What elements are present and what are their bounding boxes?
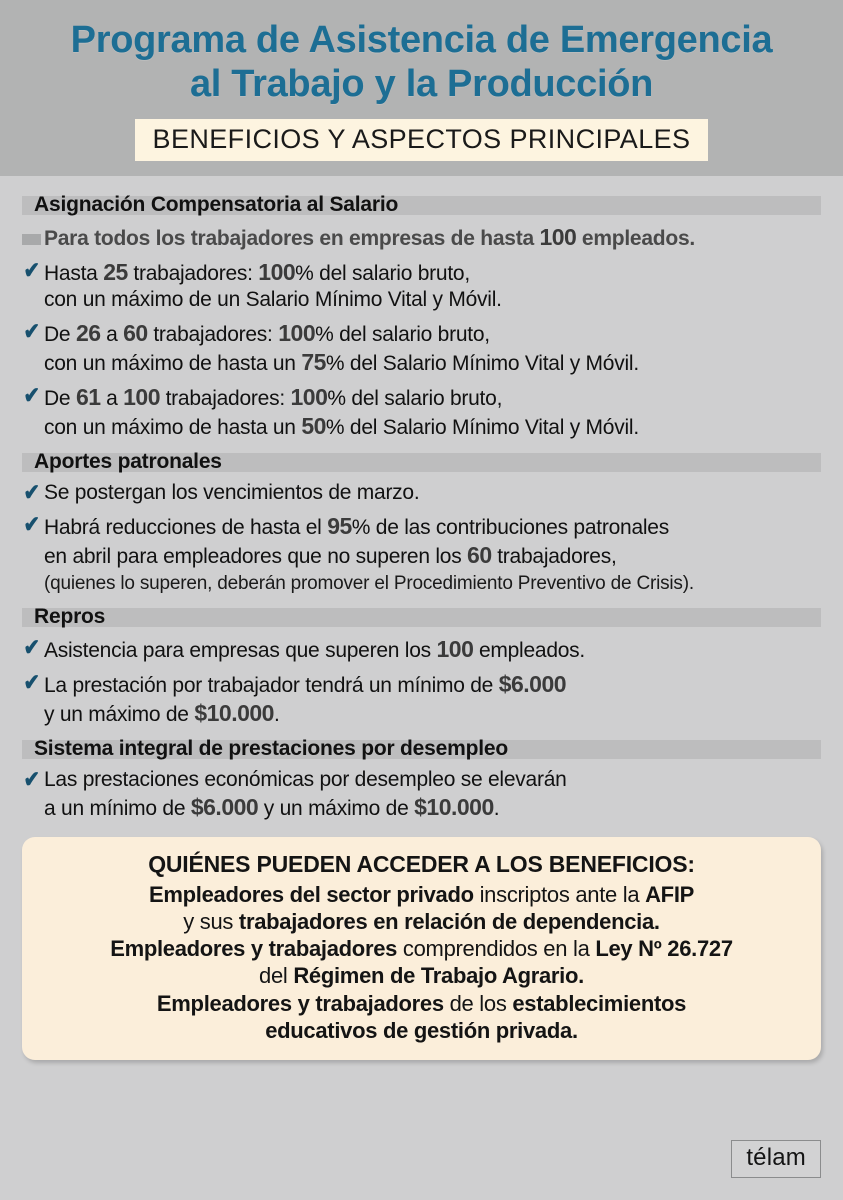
body-text: Se postergan los vencimientos de marzo. bbox=[44, 481, 420, 505]
eligibility-line bbox=[42, 1017, 801, 1044]
body-text: de los bbox=[443, 990, 513, 1016]
emphasis-text: 100 bbox=[123, 384, 161, 411]
checkmark-glyph: ✔ bbox=[23, 511, 40, 538]
text-line bbox=[44, 570, 821, 596]
body-text: comprendidos en la bbox=[397, 936, 596, 962]
emphasis-text: Empleadores del sector privado bbox=[148, 881, 474, 907]
emphasis-text: Empleadores y trabajadores bbox=[110, 936, 398, 962]
body-text: Las prestaciones económicas por desempleo se elevarán bbox=[44, 768, 567, 792]
checkmark-glyph: ✔ bbox=[23, 479, 40, 506]
body-text: trabajadores: bbox=[160, 387, 291, 411]
emphasis-text: trabajadores en relación de dependencia. bbox=[238, 908, 660, 934]
text-line bbox=[44, 512, 821, 541]
list-item-text bbox=[44, 383, 821, 441]
body-text: (quienes lo superen, deberán promover el Procedimiento Preventivo de Crisis). bbox=[44, 573, 694, 595]
section-header bbox=[22, 190, 821, 220]
emphasis-text: 50 bbox=[301, 413, 326, 440]
list-item-text bbox=[44, 635, 821, 664]
list-item bbox=[22, 767, 821, 822]
body-text: a bbox=[100, 323, 124, 347]
section-header-label: Repros bbox=[34, 605, 106, 629]
body-text: trabajadores, bbox=[491, 545, 617, 569]
section-header bbox=[22, 447, 821, 477]
text-line bbox=[44, 383, 821, 412]
subtitle-container bbox=[0, 119, 843, 161]
telam-logo: télam bbox=[731, 1140, 821, 1178]
emphasis-text: 100 bbox=[539, 224, 577, 250]
subtitle-banner: BENEFICIOS Y ASPECTOS PRINCIPALES bbox=[135, 119, 709, 161]
emphasis-text: 75 bbox=[301, 349, 326, 376]
page-title-line-1: Programa de Asistencia de Emergencia bbox=[70, 19, 773, 61]
body-text: Hasta bbox=[44, 262, 104, 286]
list-item bbox=[22, 319, 821, 377]
text-line bbox=[44, 319, 821, 348]
list-item bbox=[22, 670, 821, 728]
body-text: De bbox=[44, 387, 76, 411]
emphasis-text: 60 bbox=[123, 320, 148, 347]
body-text: con un máximo de un Salario Mínimo Vital y Móvil. bbox=[44, 288, 502, 312]
body-text: con un máximo de hasta un bbox=[44, 416, 302, 440]
text-line bbox=[44, 287, 821, 313]
list-item-text bbox=[44, 223, 821, 252]
list-item-text bbox=[44, 258, 821, 313]
body-text: % de las contribuciones patronales bbox=[351, 516, 669, 540]
list-item bbox=[22, 223, 821, 252]
list-item bbox=[22, 480, 821, 506]
emphasis-text: 95 bbox=[327, 513, 352, 540]
page-title-line-2: al Trabajo y la Producción bbox=[189, 63, 654, 106]
text-line bbox=[44, 699, 821, 728]
body-text: trabajadores: bbox=[147, 323, 279, 347]
text-line bbox=[44, 793, 821, 822]
list-item bbox=[22, 512, 821, 596]
section-header bbox=[22, 734, 821, 764]
list-item-text bbox=[44, 512, 821, 596]
checkmark-icon bbox=[22, 258, 44, 283]
body-text: con un máximo de hasta un bbox=[44, 352, 302, 376]
body-text: % del salario bruto, bbox=[295, 262, 470, 286]
list-item-text bbox=[44, 319, 821, 377]
text-line bbox=[44, 480, 821, 506]
section bbox=[22, 190, 821, 441]
body-text: a un mínimo de bbox=[44, 797, 191, 821]
text-line bbox=[44, 767, 821, 793]
list-item bbox=[22, 383, 821, 441]
checkmark-glyph: ✔ bbox=[23, 669, 40, 696]
section-header bbox=[22, 602, 821, 632]
square-bullet-icon bbox=[22, 223, 44, 250]
checkmark-icon bbox=[22, 480, 44, 505]
logo-container bbox=[731, 1140, 821, 1178]
body-text: % del Salario Mínimo Vital y Móvil. bbox=[325, 416, 639, 440]
emphasis-text: educativos de gestión privada. bbox=[265, 1017, 578, 1043]
checkmark-icon bbox=[22, 319, 44, 344]
eligibility-card bbox=[22, 837, 821, 1061]
list-item-text bbox=[44, 767, 821, 822]
checkmark-icon bbox=[22, 767, 44, 792]
section bbox=[22, 734, 821, 822]
body-text: empleados. bbox=[576, 227, 695, 250]
checkmark-icon bbox=[22, 512, 44, 537]
emphasis-text: 61 bbox=[75, 384, 101, 411]
text-line bbox=[44, 223, 821, 252]
text-line bbox=[44, 541, 821, 570]
body-text: a bbox=[100, 387, 124, 411]
emphasis-text: 100 bbox=[436, 636, 474, 663]
checkmark-icon bbox=[22, 635, 44, 660]
text-line bbox=[44, 635, 821, 664]
checkmark-glyph: ✔ bbox=[23, 318, 40, 345]
page-title bbox=[0, 18, 843, 106]
checkmark-glyph: ✔ bbox=[23, 766, 40, 793]
text-line bbox=[44, 412, 821, 441]
text-line bbox=[44, 670, 821, 699]
checkmark-icon bbox=[22, 670, 44, 695]
body-text: % del salario bruto, bbox=[327, 387, 503, 411]
header-band bbox=[0, 0, 843, 176]
section-header-label: Sistema integral de prestaciones por desempleo bbox=[34, 737, 508, 761]
eligibility-line bbox=[42, 935, 801, 962]
eligibility-lines bbox=[42, 881, 801, 1045]
list-item-text bbox=[44, 480, 821, 506]
body-text: Asistencia para empresas que superen los bbox=[44, 639, 437, 663]
emphasis-text: Régimen de Trabajo Agrario. bbox=[293, 963, 584, 989]
body-text: y un máximo de bbox=[44, 703, 195, 727]
emphasis-text: 25 bbox=[103, 259, 128, 286]
sections-container bbox=[0, 176, 843, 823]
checkmark-glyph: ✔ bbox=[23, 382, 40, 409]
body-text: y un máximo de bbox=[258, 797, 415, 821]
body-text: . bbox=[493, 797, 500, 821]
section bbox=[22, 602, 821, 728]
body-text: y sus bbox=[183, 908, 239, 934]
body-text: trabajadores: bbox=[127, 262, 259, 286]
emphasis-text: AFIP bbox=[645, 881, 695, 907]
eligibility-title: QUIÉNES PUEDEN ACCEDER A LOS BENEFICIOS: bbox=[148, 850, 695, 877]
checkmark-icon bbox=[22, 383, 44, 408]
section-header-label: Asignación Compensatoria al Salario bbox=[34, 193, 399, 216]
body-text: La prestación por trabajador tendrá un mínimo de bbox=[44, 674, 499, 698]
body-text: del bbox=[259, 963, 294, 989]
text-line bbox=[44, 258, 821, 287]
square-bullet-glyph bbox=[22, 234, 41, 245]
emphasis-text: Ley Nº 26.727 bbox=[595, 936, 733, 962]
emphasis-text: $6.000 bbox=[498, 671, 567, 698]
emphasis-text: 26 bbox=[75, 320, 101, 347]
body-text: empleados. bbox=[473, 639, 586, 663]
section bbox=[22, 447, 821, 596]
eligibility-line bbox=[42, 908, 801, 935]
eligibility-line bbox=[42, 990, 801, 1017]
body-text: Habrá reducciones de hasta el bbox=[44, 516, 328, 540]
list-item bbox=[22, 635, 821, 664]
emphasis-text: $6.000 bbox=[190, 794, 259, 821]
emphasis-text: $10.000 bbox=[414, 794, 494, 821]
emphasis-text: Empleadores y trabajadores bbox=[156, 990, 444, 1016]
emphasis-text: 100 bbox=[290, 384, 328, 411]
list-item bbox=[22, 258, 821, 313]
body-text: inscriptos ante la bbox=[473, 881, 646, 907]
emphasis-text: $10.000 bbox=[194, 700, 274, 727]
section-header-label: Aportes patronales bbox=[34, 450, 222, 474]
body-text: Para todos los trabajadores en empresas de hasta bbox=[44, 227, 540, 250]
emphasis-text: 100 bbox=[278, 320, 316, 347]
body-text: . bbox=[273, 703, 280, 727]
body-text: % del salario bruto, bbox=[315, 323, 490, 347]
body-text: De bbox=[44, 323, 76, 347]
eligibility-line bbox=[42, 881, 801, 908]
eligibility-line bbox=[42, 962, 801, 989]
list-item-text bbox=[44, 670, 821, 728]
emphasis-text: 60 bbox=[467, 542, 492, 569]
body-text: % del Salario Mínimo Vital y Móvil. bbox=[325, 352, 639, 376]
section-header-bar bbox=[22, 608, 821, 627]
emphasis-text: 100 bbox=[258, 259, 296, 286]
body-text: en abril para empleadores que no superen los bbox=[44, 545, 468, 569]
checkmark-glyph: ✔ bbox=[23, 634, 40, 661]
text-line bbox=[44, 348, 821, 377]
emphasis-text: establecimientos bbox=[512, 990, 687, 1016]
checkmark-glyph: ✔ bbox=[23, 257, 40, 284]
